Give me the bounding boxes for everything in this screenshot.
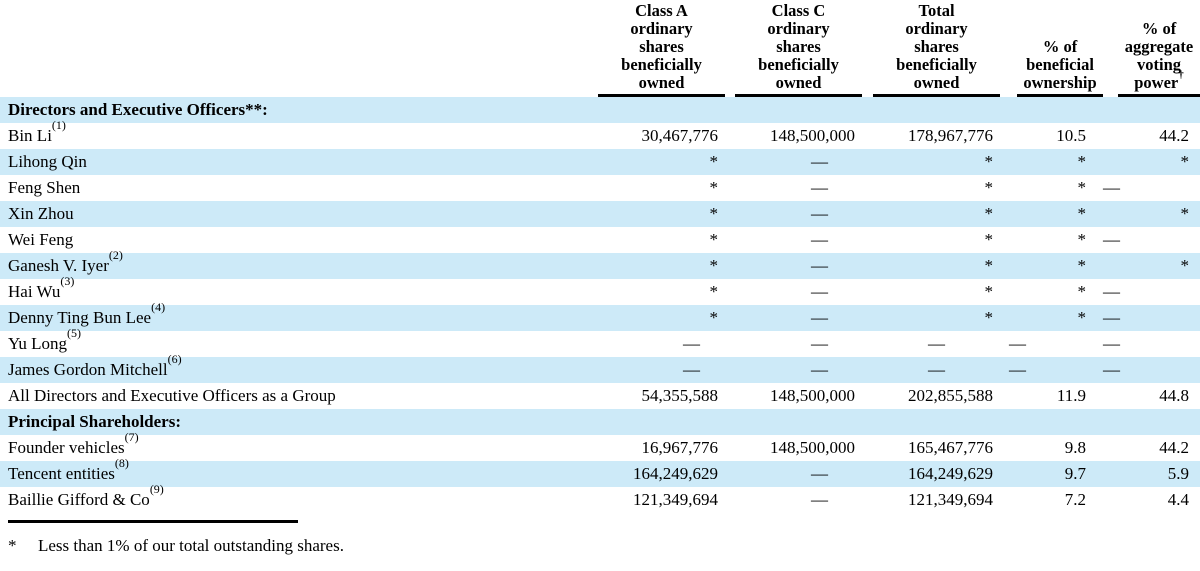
value-cell: 164,249,629	[908, 464, 993, 483]
value-cell: *	[709, 204, 718, 223]
footnote-ref: (3)	[60, 274, 75, 289]
value-cell: *	[984, 308, 993, 327]
section-header-row	[0, 409, 1200, 435]
value-cell: —	[811, 334, 828, 353]
value-cell: *	[1077, 230, 1086, 249]
section-header-row	[0, 97, 1200, 123]
value-cell: —	[811, 152, 828, 171]
value-cell: *	[709, 152, 718, 171]
value-cell: 10.5	[1056, 126, 1086, 145]
column-header-total-shares	[862, 0, 1000, 97]
footnote	[8, 536, 1200, 556]
value-cell	[725, 97, 862, 123]
value-cell	[1103, 409, 1200, 435]
footnote-text: Less than 1% of our total outstanding shares.	[38, 536, 344, 555]
value-cell: *	[1077, 152, 1086, 171]
row-label: Wei Feng	[8, 230, 74, 249]
value-cell: 164,249,629	[633, 464, 718, 483]
value-cell: —	[683, 334, 700, 353]
value-cell: 178,967,776	[908, 126, 993, 145]
table-row	[0, 435, 1200, 461]
column-header-label: % of beneficial ownership	[1017, 38, 1103, 97]
value-cell: *	[984, 178, 993, 197]
row-label: Yu Long$^{(5)}$	[8, 326, 82, 353]
table-row	[0, 357, 1200, 383]
row-label: Directors and Executive Officers**:	[8, 100, 268, 119]
value-cell: —	[811, 464, 828, 483]
footnote-ref: (9)	[149, 482, 164, 497]
footnote-ref: (4)	[151, 300, 166, 315]
value-cell: 148,500,000	[770, 386, 855, 405]
value-cell: *	[709, 256, 718, 275]
value-cell: —	[928, 334, 945, 353]
value-cell: 30,467,776	[641, 126, 718, 145]
value-cell: —	[811, 490, 828, 509]
value-cell: *	[1077, 178, 1086, 197]
value-cell: *	[1077, 256, 1086, 275]
value-cell: —	[811, 204, 828, 223]
value-cell: 202,855,588	[908, 386, 993, 405]
value-cell: —	[811, 282, 828, 301]
value-cell: 9.7	[1064, 464, 1086, 483]
footnote-ref: (7)	[124, 430, 139, 445]
value-cell: *	[984, 152, 993, 171]
footnote-ref: (6)	[167, 352, 182, 367]
value-cell	[1103, 97, 1200, 123]
table-row	[0, 123, 1200, 149]
table-row	[0, 305, 1200, 331]
value-cell	[598, 409, 725, 435]
row-label: Founder vehicles$^{(7)}$	[8, 430, 139, 457]
value-cell: 121,349,694	[633, 490, 718, 509]
value-cell: 7.2	[1064, 490, 1086, 509]
row-label: Principal Shareholders:	[8, 412, 181, 431]
row-label: Baillie Gifford & Co$^{(9)}$	[8, 482, 164, 509]
value-cell: *	[1180, 152, 1189, 171]
value-cell: —	[928, 360, 945, 379]
value-cell: —	[1103, 360, 1120, 379]
value-cell: —	[1103, 308, 1120, 327]
row-label: Bin Li$^{(1)}$	[8, 118, 66, 145]
value-cell: *	[984, 204, 993, 223]
value-cell: *	[1077, 282, 1086, 301]
footnote-ref: (5)	[67, 326, 82, 341]
table-row	[0, 227, 1200, 253]
column-header-label: Class C ordinary shares beneficially owned	[735, 2, 862, 97]
table-row	[0, 487, 1200, 513]
column-header-class-a-shares	[598, 0, 725, 97]
value-cell	[1000, 409, 1103, 435]
footnote-ref: (2)	[108, 248, 123, 263]
value-cell: 5.9	[1167, 464, 1189, 483]
value-cell: *	[984, 230, 993, 249]
value-cell: —	[811, 308, 828, 327]
value-cell	[862, 97, 1000, 123]
column-header-label: Total ordinary shares beneficially owned	[873, 2, 1000, 97]
value-cell: —	[811, 360, 828, 379]
value-cell: *	[1077, 204, 1086, 223]
value-cell: —	[683, 360, 700, 379]
row-label: Feng Shen	[8, 178, 81, 197]
row-label: Ganesh V. Iyer$^{(2)}$	[8, 248, 123, 275]
footnote-ref: (1)	[51, 118, 66, 133]
value-cell	[598, 97, 725, 123]
dagger-marker: †	[1178, 68, 1184, 81]
value-cell: —	[1103, 230, 1120, 249]
value-cell: *	[709, 178, 718, 197]
table-row	[0, 253, 1200, 279]
column-header-label: Class A ordinary shares beneficially owned	[598, 2, 725, 97]
value-cell: 44.2	[1159, 438, 1189, 457]
value-cell: —	[811, 230, 828, 249]
value-cell: —	[1103, 178, 1120, 197]
footnote-divider	[8, 520, 298, 523]
value-cell: —	[1103, 334, 1120, 353]
table-row	[0, 383, 1200, 409]
column-header-label: % of aggregate voting power†	[1118, 20, 1200, 97]
row-label: Lihong Qin	[8, 152, 87, 171]
row-label: James Gordon Mitchell$^{(6)}$	[8, 352, 182, 379]
table-row	[0, 201, 1200, 227]
table-header	[0, 0, 1200, 97]
value-cell: 148,500,000	[770, 438, 855, 457]
value-cell: *	[1077, 308, 1086, 327]
table-row	[0, 461, 1200, 487]
value-cell: 54,355,588	[641, 386, 718, 405]
table-row	[0, 279, 1200, 305]
value-cell: 148,500,000	[770, 126, 855, 145]
column-header-pct-voting-power	[1103, 0, 1200, 97]
value-cell	[862, 409, 1000, 435]
value-cell: *	[984, 256, 993, 275]
table-body	[0, 97, 1200, 513]
value-cell: —	[811, 178, 828, 197]
value-cell	[1000, 97, 1103, 123]
value-cell: 165,467,776	[908, 438, 993, 457]
header-row	[0, 0, 1200, 97]
row-label: All Directors and Executive Officers as a Group	[8, 386, 336, 405]
value-cell: *	[709, 230, 718, 249]
value-cell: 16,967,776	[641, 438, 718, 457]
value-cell: —	[1009, 334, 1026, 353]
value-cell: 44.2	[1159, 126, 1189, 145]
column-header-class-c-shares	[725, 0, 862, 97]
value-cell: —	[811, 256, 828, 275]
table-row	[0, 175, 1200, 201]
name-column-header	[0, 0, 598, 97]
footnote-ref: (8)	[114, 456, 129, 471]
row-label: Xin Zhou	[8, 204, 74, 223]
value-cell: *	[1180, 204, 1189, 223]
row-label: Tencent entities$^{(8)}$	[8, 456, 129, 483]
value-cell: 44.8	[1159, 386, 1189, 405]
row-label: Denny Ting Bun Lee$^{(4)}$	[8, 300, 166, 327]
footnote-marker: *	[8, 536, 17, 555]
value-cell: *	[1180, 256, 1189, 275]
table-row	[0, 149, 1200, 175]
value-cell: *	[984, 282, 993, 301]
row-label: Hai Wu$^{(3)}$	[8, 274, 75, 301]
column-header-pct-ownership	[1000, 0, 1103, 97]
value-cell: 9.8	[1064, 438, 1086, 457]
value-cell	[725, 409, 862, 435]
value-cell: —	[1009, 360, 1026, 379]
value-cell: —	[1103, 282, 1120, 301]
value-cell: 4.4	[1167, 490, 1189, 509]
value-cell: *	[709, 282, 718, 301]
value-cell: *	[709, 308, 718, 327]
value-cell: 11.9	[1056, 386, 1086, 405]
value-cell: 121,349,694	[908, 490, 993, 509]
